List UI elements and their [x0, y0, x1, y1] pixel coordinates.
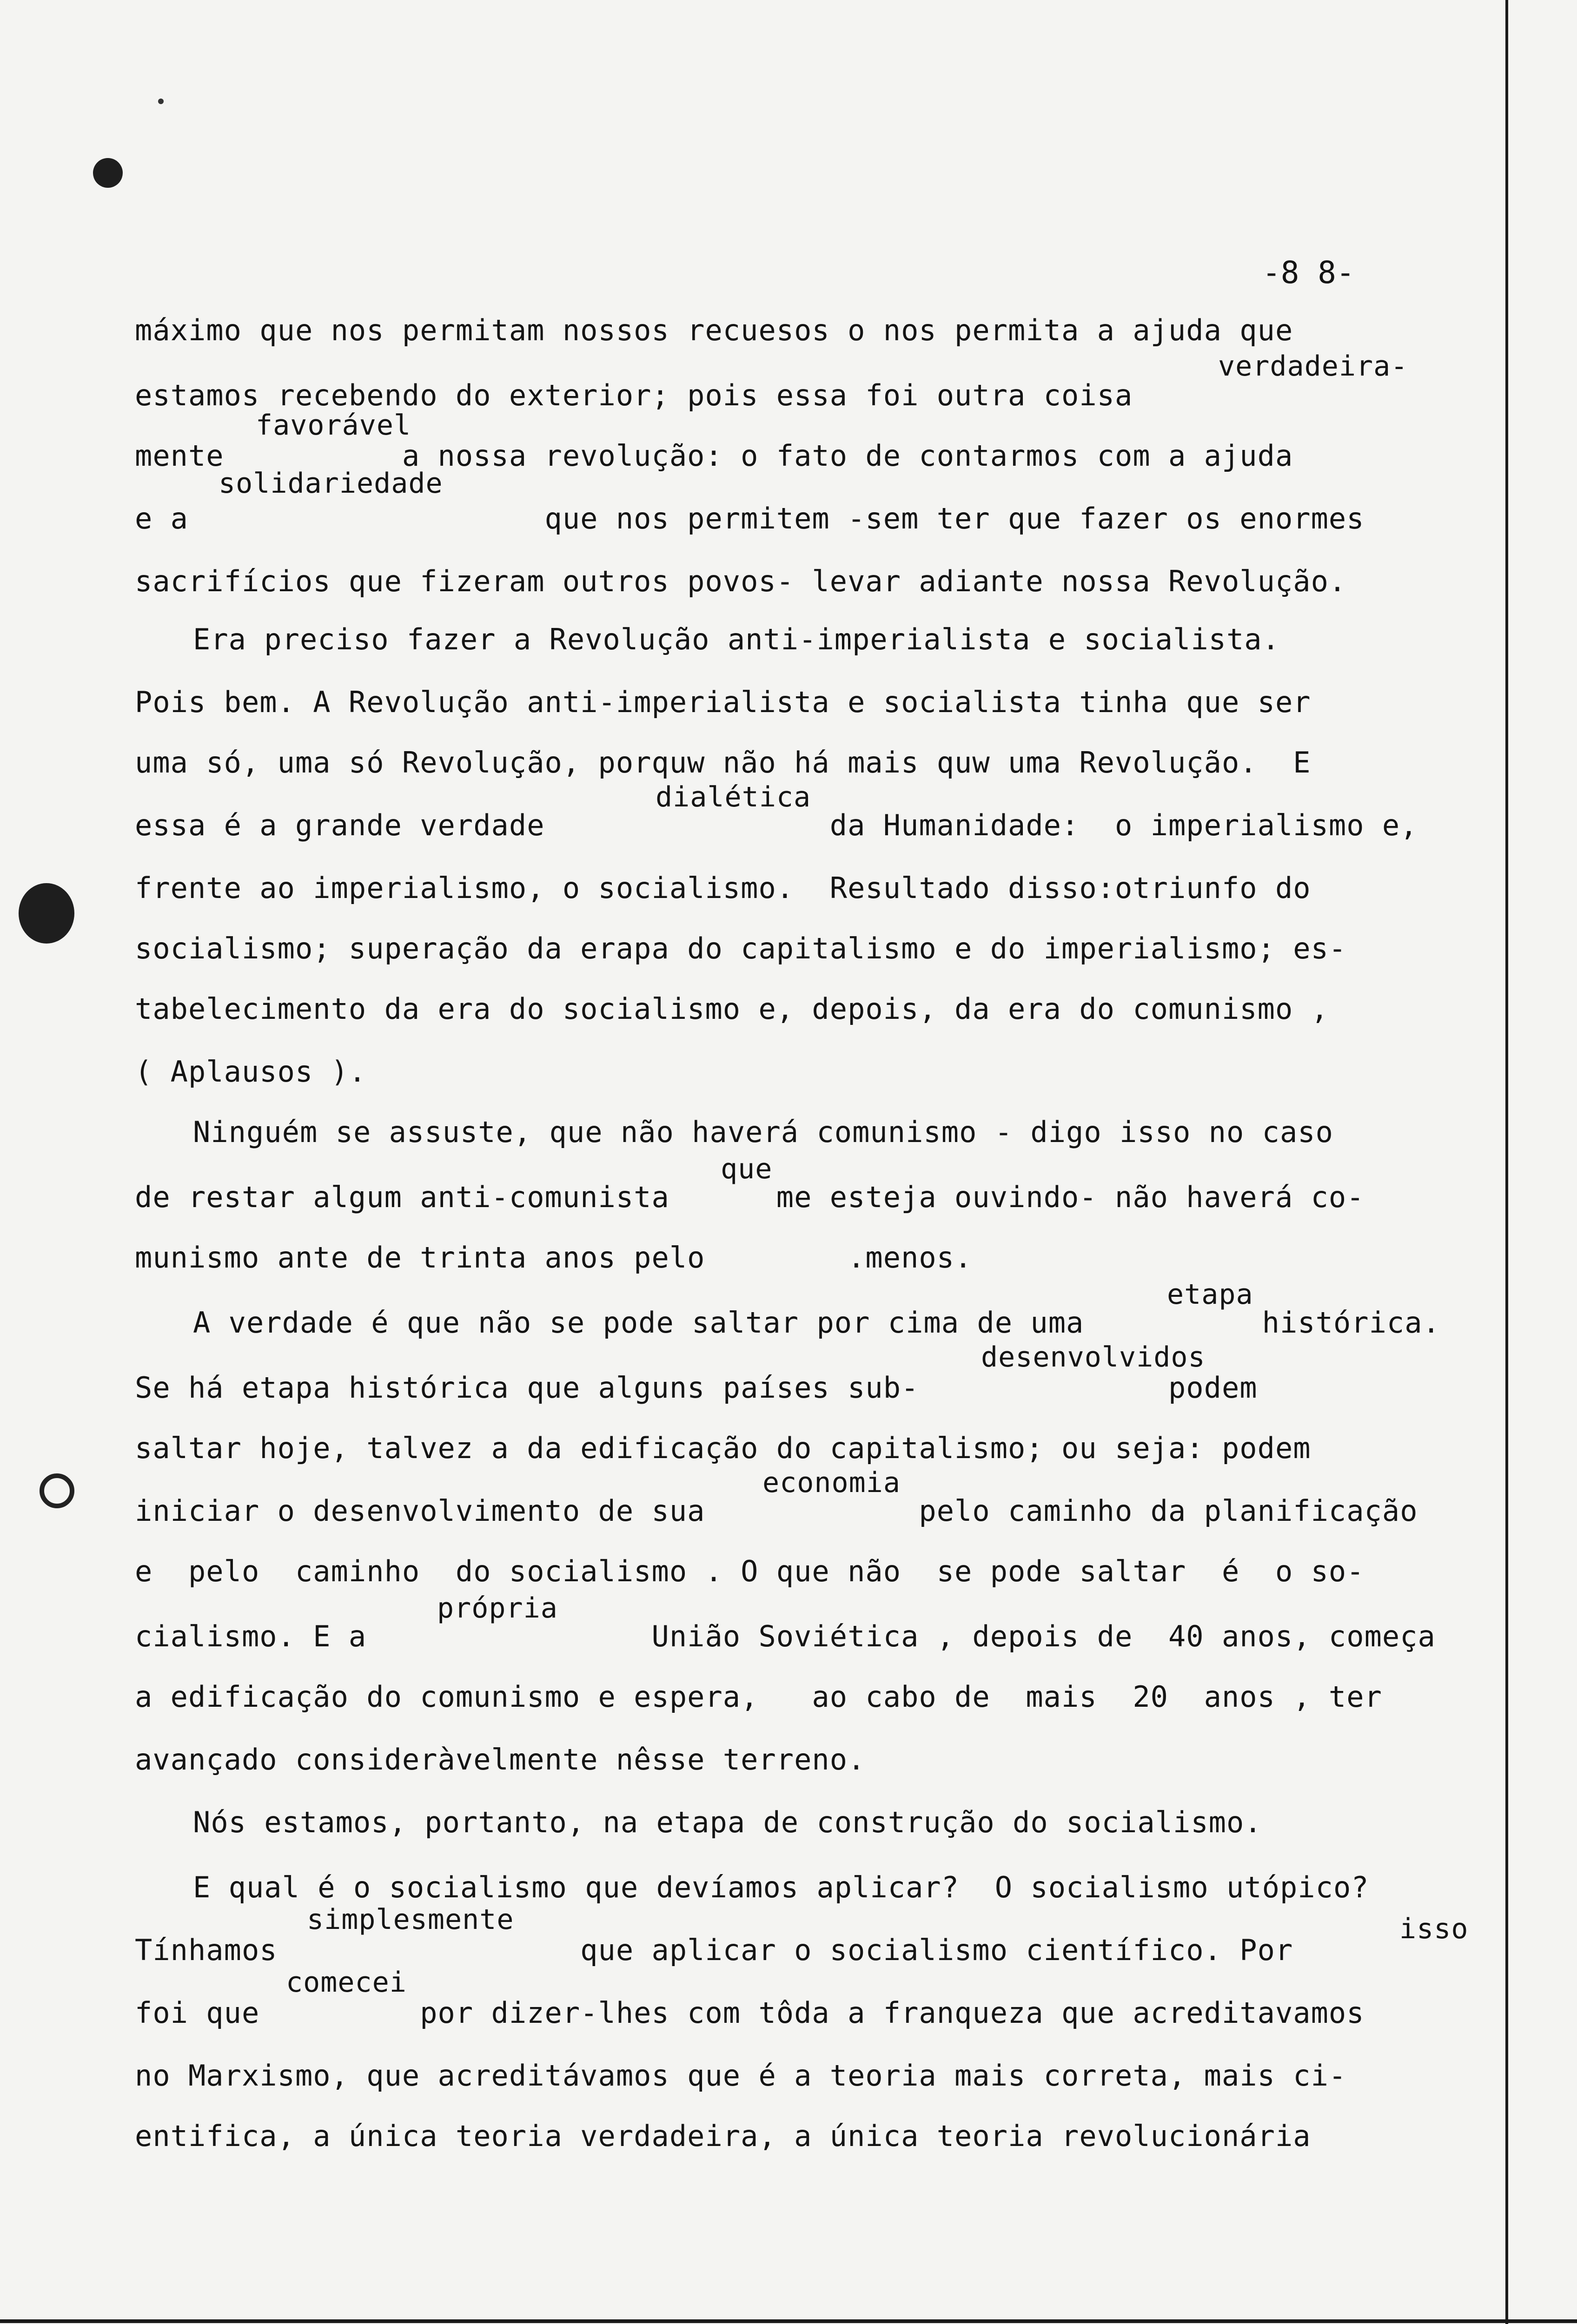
text-line: foi que por dizer-lhes com tôda a franqueza que acreditavamos [135, 1996, 1365, 2030]
inserted-word: solidariedade [219, 467, 443, 500]
punch-hole-ring [40, 1473, 74, 1508]
inserted-word: economia [762, 1466, 901, 1499]
inserted-word: etapa [1167, 1278, 1253, 1311]
text-line: frente ao imperialismo, o socialismo. Resultado disso:otriunfo do [135, 871, 1311, 905]
text-line: avançado consideràvelmente nêsse terreno. [135, 1743, 866, 1776]
text-line: essa é a grande verdade da Humanidade: o imperialismo e, [135, 808, 1418, 842]
inserted-word: favorável [256, 409, 411, 442]
text-line: munismo ante de trinta anos pelo .menos. [135, 1241, 973, 1274]
text-line: socialismo; superação da erapa do capitalismo e do imperialismo; es- [135, 931, 1347, 965]
text-line: sacrifícios que fizeram outros povos- levar adiante nossa Revolução. [135, 564, 1347, 598]
text-line: entifica, a única teoria verdadeira, a única teoria revolucionária [135, 2119, 1311, 2153]
punch-hole-mark [19, 883, 74, 944]
ink-blot-top-left [93, 158, 123, 188]
text-line: no Marxismo, que acreditávamos que é a teoria mais correta, mais ci- [135, 2059, 1347, 2093]
text-line: tabelecimento da era do socialismo e, depois, da era do comunismo , [135, 992, 1329, 1026]
text-line: Nós estamos, portanto, na etapa de construção do socialismo. [193, 1805, 1262, 1839]
text-line: Ninguém se assuste, que não haverá comunismo - digo isso no caso [193, 1115, 1333, 1149]
text-line: mente a nossa revolução: o fato de contarmos com a ajuda [135, 439, 1293, 473]
inserted-word: simplesmente [307, 1903, 514, 1936]
text-line: e a que nos permitem -sem ter que fazer os enormes [135, 502, 1365, 535]
text-line: E qual é o socialismo que devíamos aplicar? O socialismo utópico? [193, 1870, 1369, 1904]
right-margin-rule [1505, 0, 1508, 2324]
text-line: saltar hoje, talvez a da edificação do capitalismo; ou seja: podem [135, 1431, 1311, 1465]
text-line: máximo que nos permitam nossos recuesos o nos permita a ajuda que [135, 313, 1293, 347]
speck-top-left [158, 99, 164, 104]
inserted-word: comecei [286, 1966, 407, 1999]
inserted-word: dialética [656, 781, 811, 813]
text-line: Se há etapa histórica que alguns países sub- podem [135, 1371, 1258, 1405]
bottom-scan-rule [0, 2319, 1577, 2323]
text-line: a edificação do comunismo e espera, ao cabo de mais 20 anos , ter [135, 1680, 1382, 1714]
text-line: e pelo caminho do socialismo . O que não se pode saltar é o so- [135, 1554, 1365, 1588]
inserted-word: verdadeira- [1218, 350, 1408, 383]
text-line: A verdade é que não se pode saltar por cima de uma histórica. [193, 1306, 1440, 1340]
text-line: iniciar o desenvolvimento de sua pelo caminho da planificação [135, 1494, 1418, 1528]
inserted-word: desenvolvidos [981, 1341, 1206, 1373]
text-line: ( Aplausos ). [135, 1055, 367, 1089]
inserted-word: isso [1399, 1913, 1469, 1945]
text-line: uma só, uma só Revolução, porquw não há mais quw uma Revolução. E [135, 746, 1311, 779]
text-line: de restar algum anti-comunista me esteja ouvindo- não haverá co- [135, 1180, 1365, 1214]
text-line: Era preciso fazer a Revolução anti-imperialista e socialista. [193, 622, 1280, 656]
inserted-word: própria [437, 1592, 558, 1624]
text-line: cialismo. E a União Soviética , depois de 40 anos, começa [135, 1619, 1436, 1653]
text-line: Pois bem. A Revolução anti-imperialista e socialista tinha que ser [135, 685, 1311, 719]
text-line: estamos recebendo do exterior; pois essa foi outra coisa [135, 378, 1133, 412]
page-number: -8 8- [1262, 255, 1355, 290]
text-line: Tínhamos que aplicar o socialismo científico. Por [135, 1933, 1293, 1967]
inserted-word: que [721, 1153, 773, 1185]
